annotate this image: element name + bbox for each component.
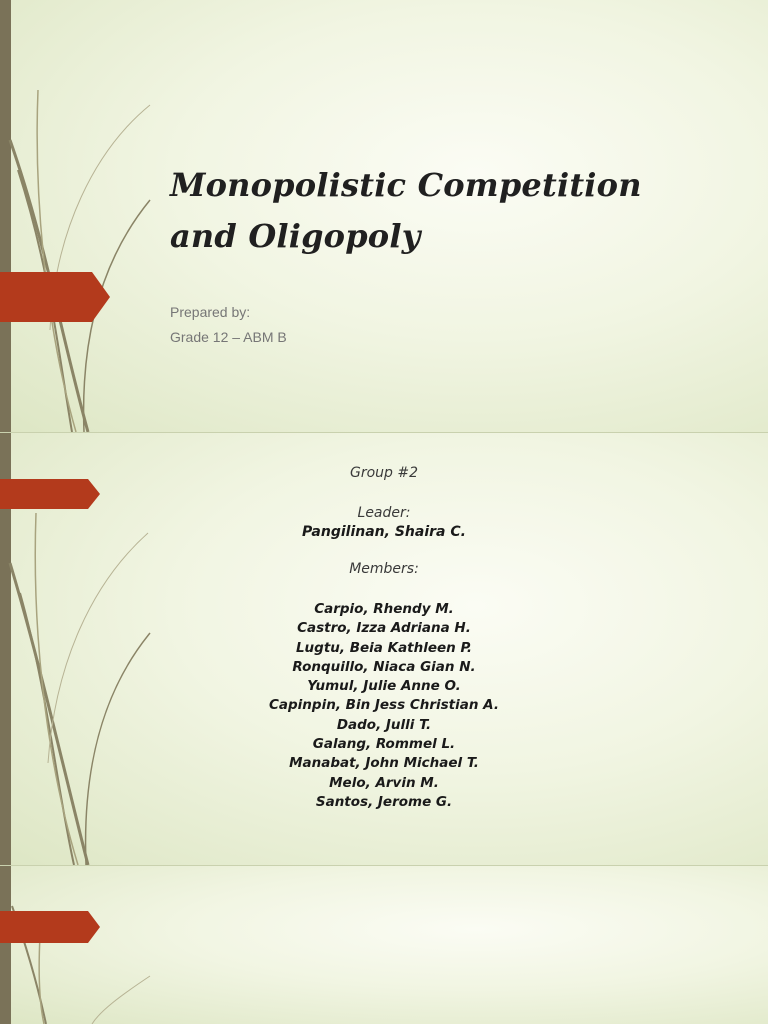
member-name: Melo, Arvin M. — [329, 774, 439, 791]
members-label: Members: — [349, 561, 419, 577]
members-list — [184, 600, 584, 812]
member-name: Lugtu, Beia Kathleen P. — [295, 639, 473, 656]
curved-lines-ornament-icon — [0, 866, 200, 1024]
red-arrow-tab-icon — [0, 479, 102, 509]
title-line-2: and Oligopoly — [170, 217, 421, 255]
member-name: Yumul, Julie Anne O. — [307, 678, 461, 695]
member-name: Castro, Izza Adriana H. — [297, 620, 471, 637]
prepared-by-label: Prepared by: — [170, 304, 251, 320]
member-name: Manabat, John Michael T. — [289, 755, 479, 772]
members-slide — [0, 433, 768, 865]
member-name: Ronquillo, Niaca Gian N. — [292, 658, 476, 675]
member-name: Dado, Julli T. — [336, 716, 432, 733]
member-name: Galang, Rommel L. — [312, 736, 456, 753]
red-arrow-tab-icon — [0, 911, 102, 943]
leader-name: Pangilinan, Shaira C. — [302, 524, 466, 540]
partial-slide — [0, 866, 768, 1024]
grade-section-label: Grade 12 – ABM B — [170, 329, 287, 345]
slide-title — [170, 160, 750, 262]
title-slide — [0, 0, 768, 432]
red-arrow-tab-icon — [0, 272, 112, 322]
member-name: Santos, Jerome G. — [315, 793, 453, 810]
member-name: Carpio, Rhendy M. — [314, 601, 454, 617]
leader-label: Leader: — [357, 505, 411, 521]
group-number: Group #2 — [349, 465, 419, 481]
title-line-1: Monopolistic Competition — [170, 166, 642, 204]
member-name: Capinpin, Bin Jess Christian A. — [269, 697, 499, 714]
